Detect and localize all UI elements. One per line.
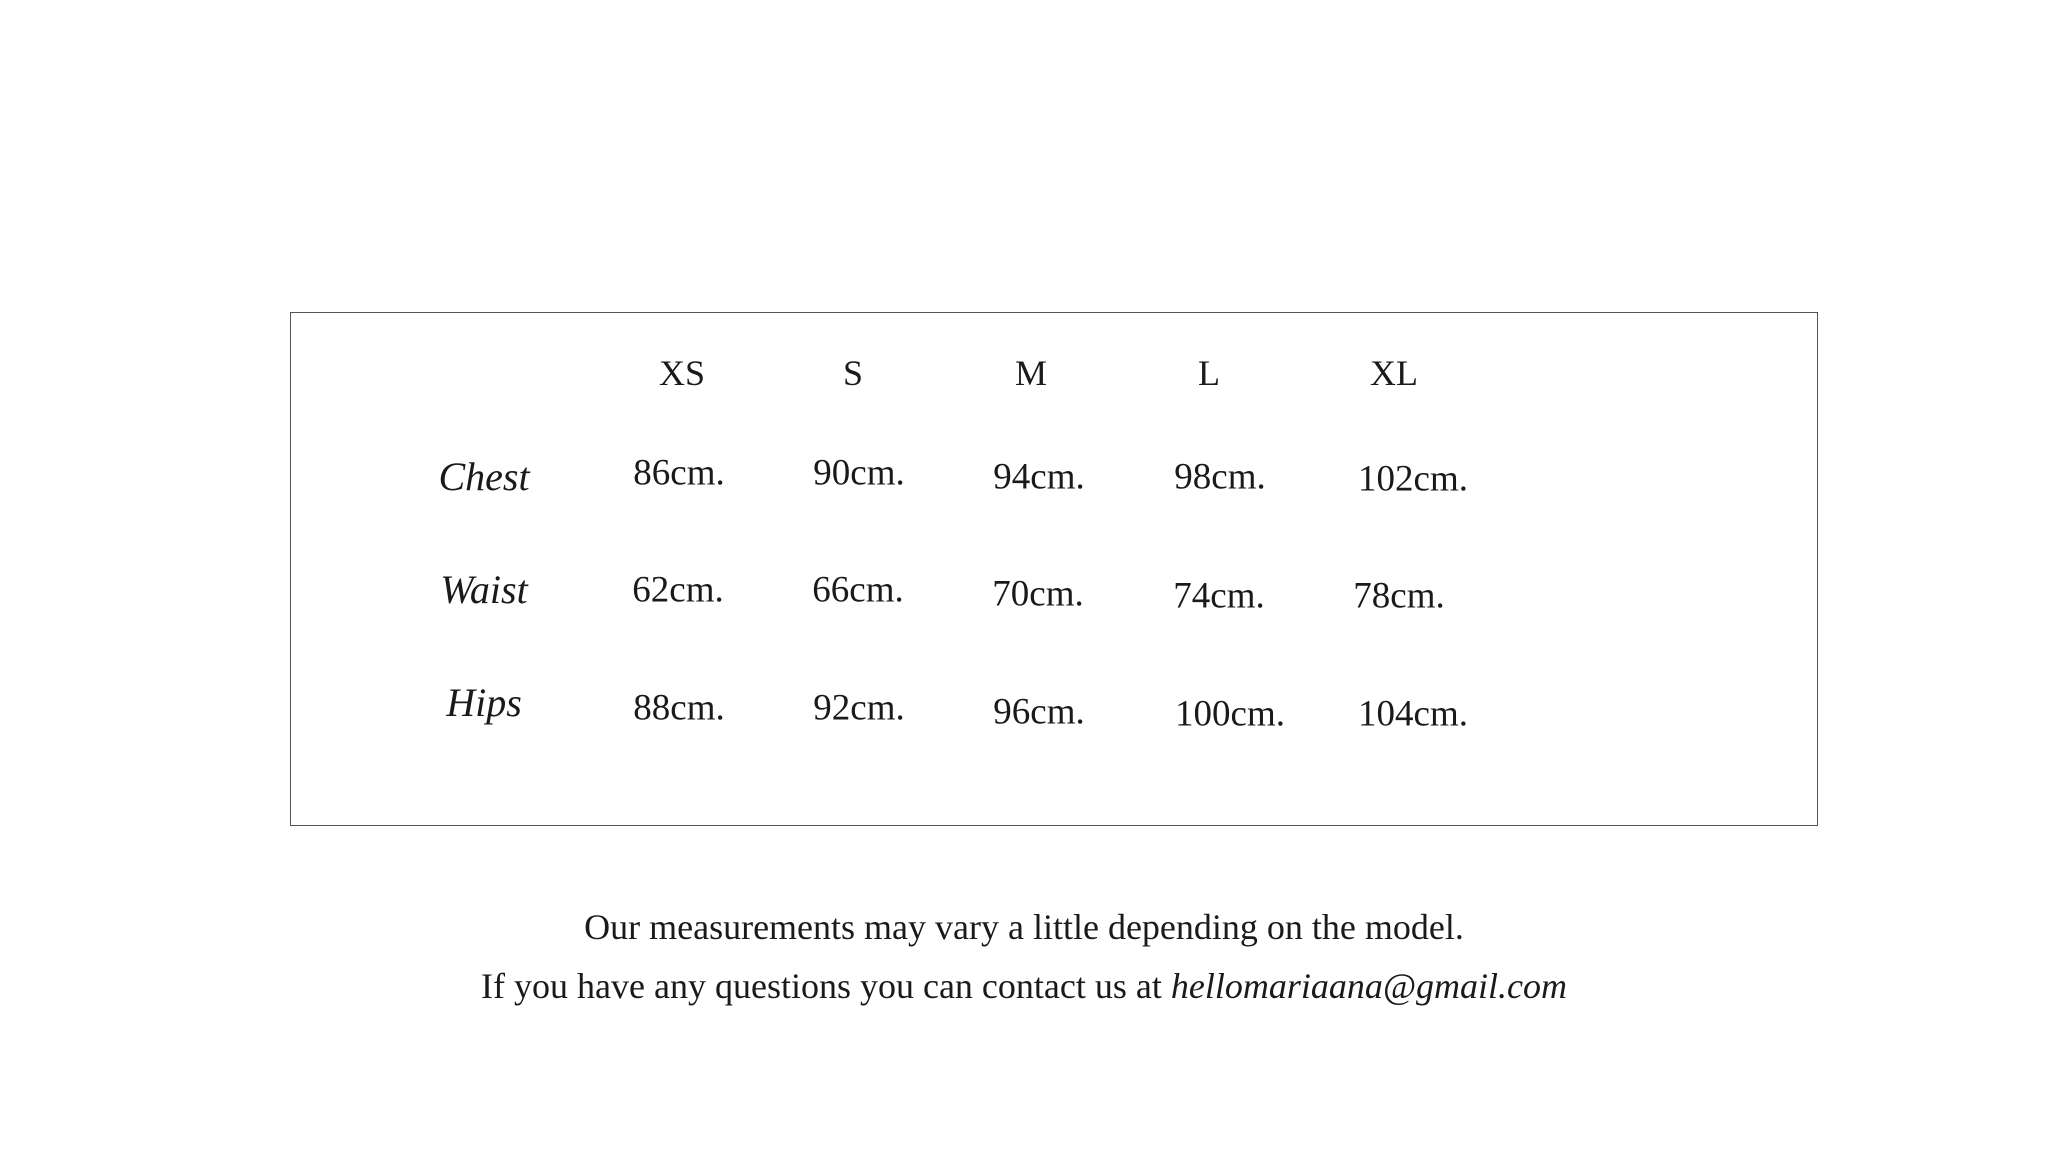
chest-value-l: 98cm. bbox=[1174, 456, 1266, 498]
contact-email: hellomariaana@gmail.com bbox=[1170, 966, 1567, 1006]
waist-value-l: 74cm. bbox=[1173, 575, 1265, 617]
contact-note bbox=[0, 968, 2048, 1004]
chest-value-s: 90cm. bbox=[813, 452, 905, 494]
hips-value-s: 92cm. bbox=[813, 687, 905, 729]
waist-value-xs: 62cm. bbox=[632, 569, 724, 611]
hips-value-xs: 88cm. bbox=[633, 687, 725, 729]
chest-value-xs: 86cm. bbox=[633, 452, 725, 494]
size-header-l: L bbox=[1198, 353, 1220, 393]
size-header-xs: XS bbox=[658, 353, 706, 393]
size-chart-table bbox=[290, 312, 1818, 826]
row-label-chest: Chest bbox=[438, 454, 530, 499]
hips-value-m: 96cm. bbox=[993, 691, 1085, 733]
row-label-waist: Waist bbox=[440, 567, 528, 612]
row-label-hips: Hips bbox=[446, 680, 522, 725]
waist-value-m: 70cm. bbox=[992, 573, 1084, 615]
size-header-m: M bbox=[1014, 353, 1048, 393]
measurement-note: Our measurements may vary a little depending on the model. bbox=[584, 907, 1464, 947]
chest-value-m: 94cm. bbox=[993, 456, 1085, 498]
chest-value-xl: 102cm. bbox=[1358, 458, 1468, 500]
size-header-xl: XL bbox=[1370, 353, 1418, 393]
waist-value-xl: 78cm. bbox=[1353, 575, 1445, 617]
waist-value-s: 66cm. bbox=[812, 569, 904, 611]
hips-value-l: 100cm. bbox=[1175, 693, 1285, 735]
contact-note-text: If you have any questions you can contact us at bbox=[481, 966, 1171, 1006]
size-header-s: S bbox=[842, 353, 864, 393]
hips-value-xl: 104cm. bbox=[1358, 693, 1468, 735]
